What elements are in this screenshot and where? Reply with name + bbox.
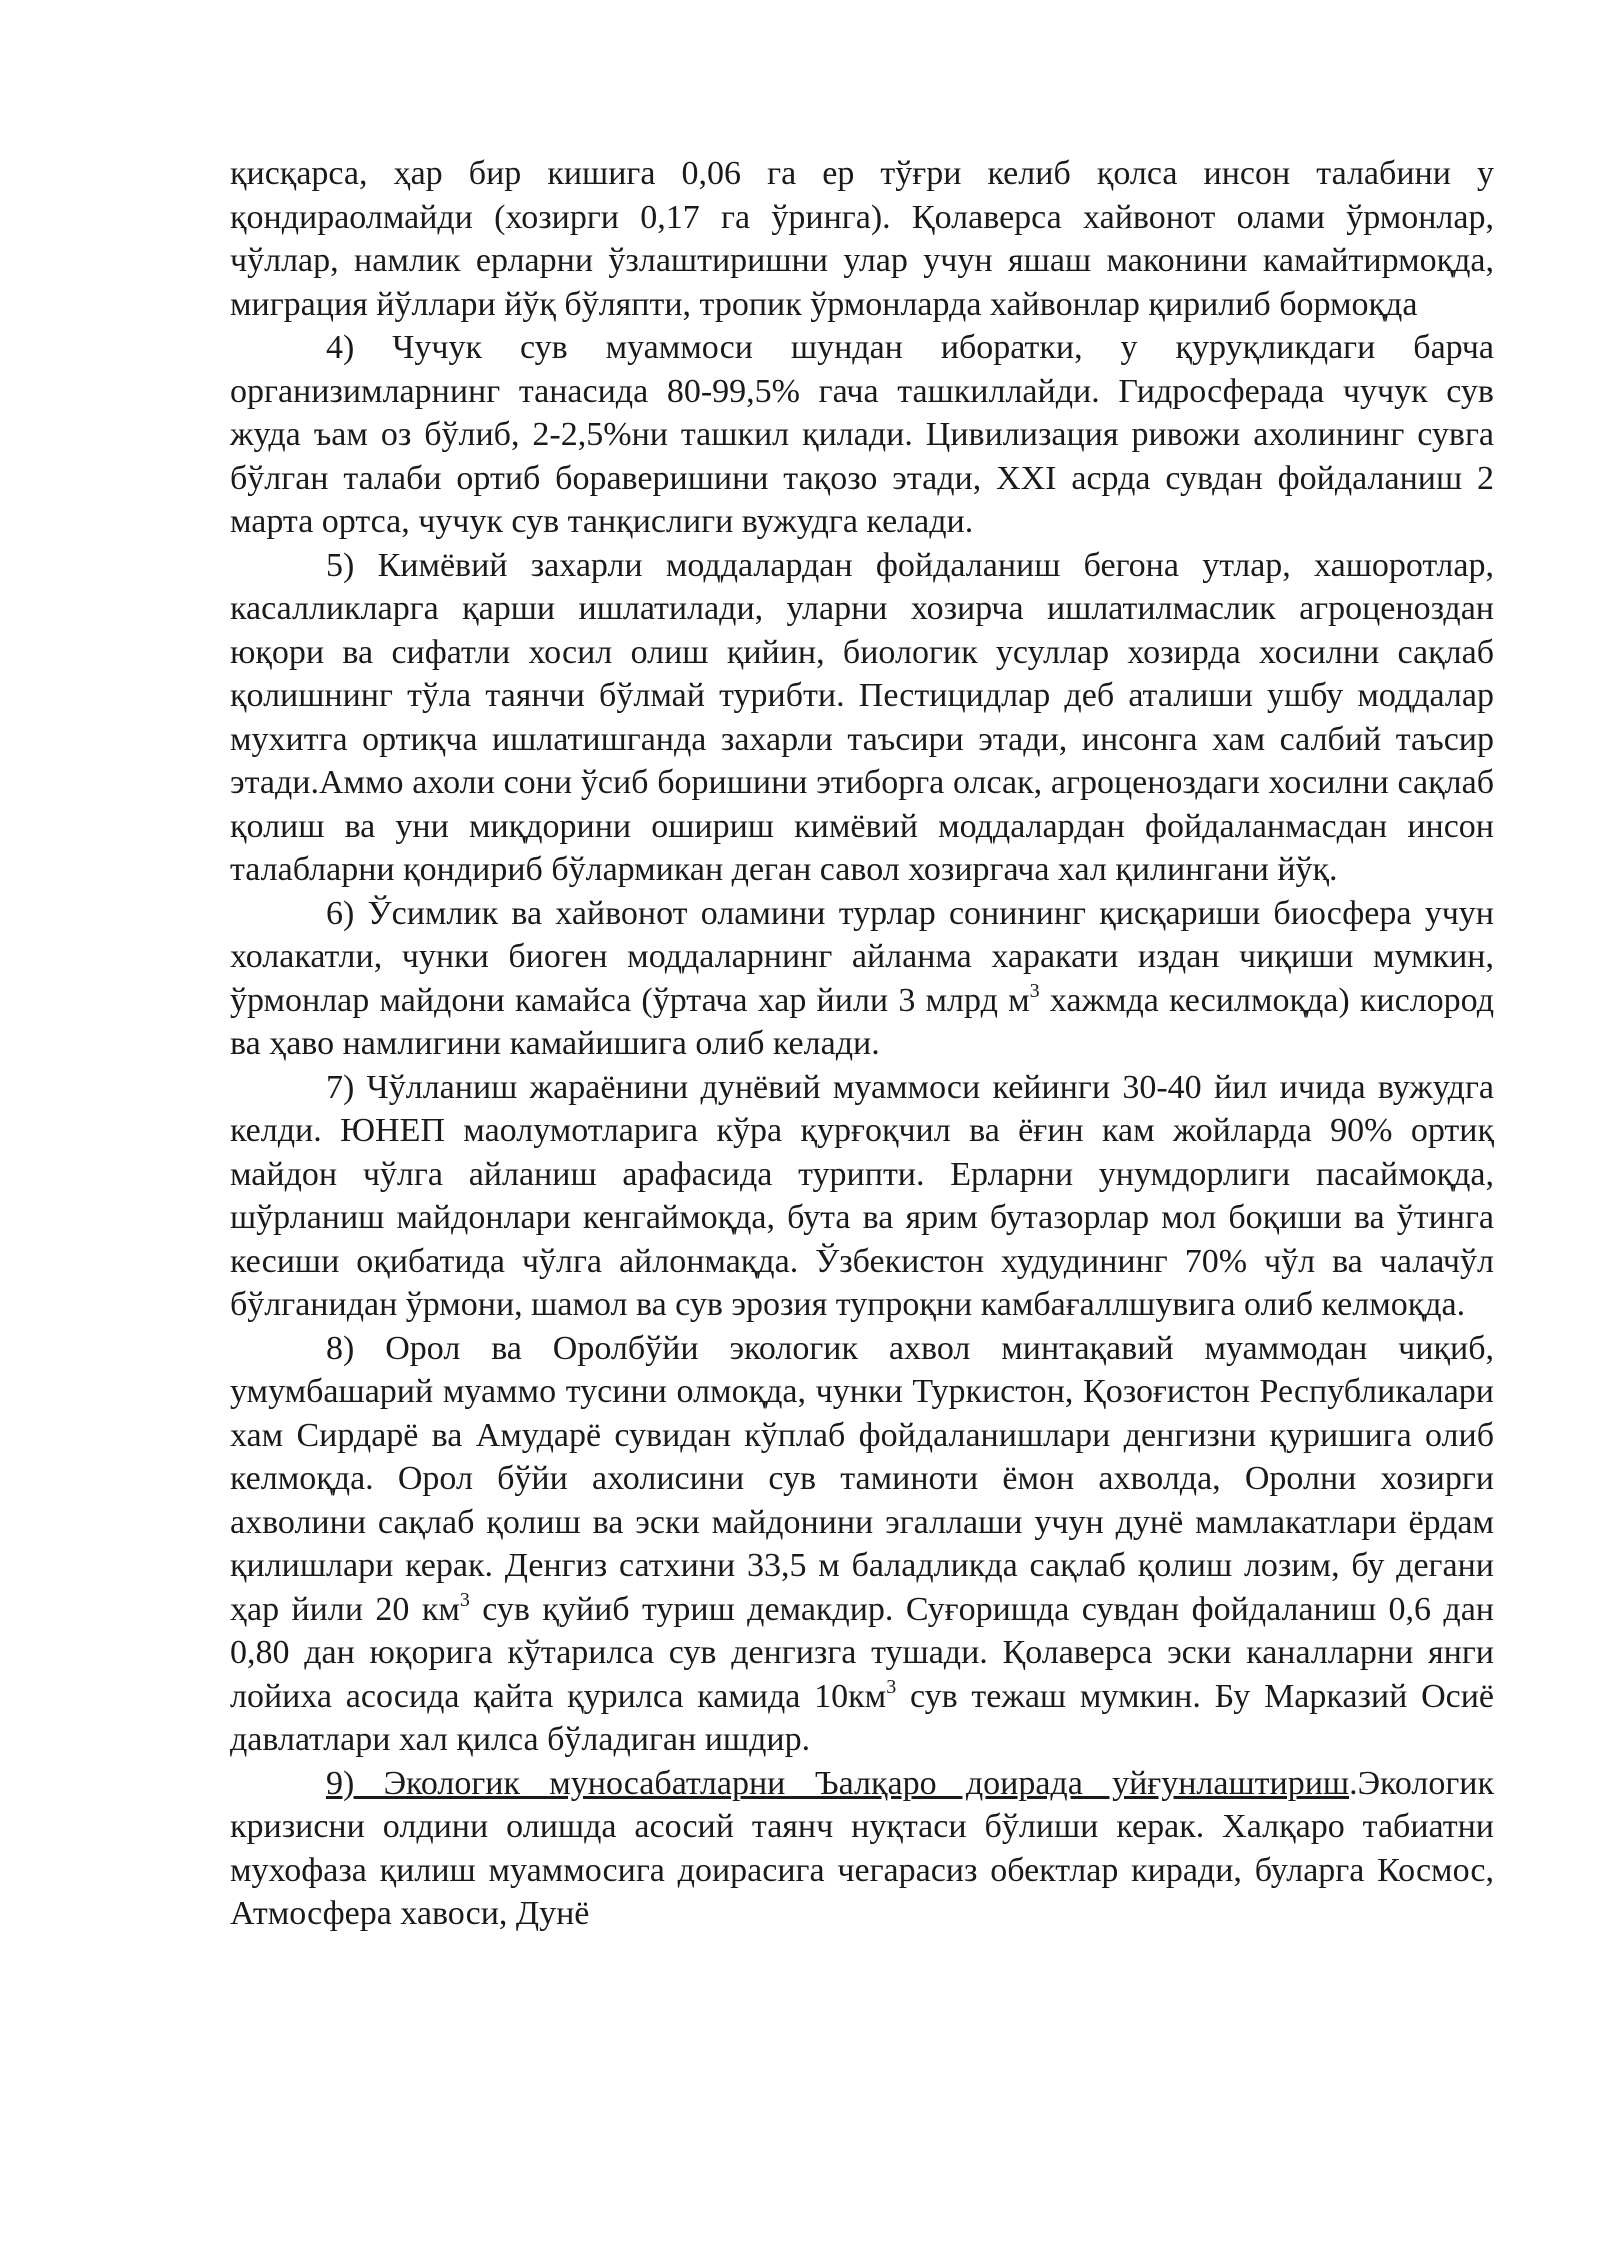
paragraph [230, 544, 1494, 892]
underlined-text: 9) Экологик муносабатларни Ъалқаро доирада уйғунлаштириш [326, 1764, 1350, 1802]
paragraph [230, 152, 1494, 326]
paragraph-text: 4) Чучук сув муаммоси шундан иборатки, у қуруқликдаги барча организимларнинг танасида 80-99,5% гача ташкиллайди. Гидросферада чучук сув жуда ъам оз бўлиб, 2-2,5%ни ташкил қилади. Цивилизация ривожи ахолининг сувга бўлган талаби ортиб бораверишини тақозо этади, XXI асрда сувдан фойдаланиш 2 марта ортса, чучук сув танқислиги вужудга келади. [230, 329, 1494, 540]
paragraph-text: қисқарса, ҳар бир кишига 0,06 га ер тўғри келиб қолса инсон талабини у қондираолмайди (хозирги 0,17 га ўринга). Қолаверса хайвонот олами ўрмонлар, чўллар, намлик ерларни ўзлаштиришни улар учун яшаш маконини камайтирмоқда, миграция йўллари йўқ бўляпти, тропик ўрмонларда хайвонлар қирилиб бормоқда [230, 155, 1494, 323]
superscript: 3 [886, 1675, 897, 1698]
superscript: 3 [459, 1588, 470, 1611]
superscript: 3 [1029, 979, 1040, 1002]
paragraph-text: сув тежаш мумкин. Бу Марказий Осиё давлатлари хал қилса бўладиган ишдир. [230, 1677, 1494, 1758]
paragraph [230, 1327, 1494, 1762]
paragraph-text: 5) Кимёвий захарли моддалардан фойдаланиш бегона утлар, хашоротлар, касалликларга қарши ишлатилади, уларни хозирча ишлатилмаслик агроценоздан юқори ва сифатли хосил олиш қийин, биологик усуллар хозирда хосилни сақлаб қолишнинг тўла таянчи бўлмай турибти. Пестицидлар деб аталиши ушбу моддалар мухитга ортиқча ишлатишганда захарли таъсири этади, инсонга хам салбий таъсир этади.Аммо ахоли сони ўсиб боришини этиборга олсак, агроценоздаги хосилни сақлаб қолиш ва уни миқдорини ошириш кимёвий моддалардан фойдаланмасдан инсон талабларни қондириб бўлармикан деган савол хозиргача хал қилингани йўқ. [230, 546, 1494, 888]
paragraph [230, 892, 1494, 1066]
paragraph-text: .Экологик кризисни олдини олишда асосий таянч нуқтаси бўлиши керак. Халқаро табиатни мухофаза қилиш муаммосига доирасига чегарасиз обектлар киради, буларга Космос, Атмосфера хавоси, Дунё [230, 1764, 1494, 1932]
paragraph-text: сув қуйиб туриш демакдир. Суғоришда сувдан фойдаланиш 0,6 дан 0,80 дан юқорига кўтарилса сув денгизга тушади. Қолаверса эски каналларни янги лойиха асосида қайта қурилса камида 10км [230, 1590, 1494, 1715]
paragraph-list [230, 152, 1494, 1936]
paragraph [230, 1066, 1494, 1327]
paragraph-text: 7) Чўлланиш жараёнини дунёвий муаммоси кейинги 30-40 йил ичида вужудга келди. ЮНЕП маолумотларига кўра қурғоқчил ва ёғин кам жойларда 90% ортиқ майдон чўлга айланиш арафасида турипти. Ерларни унумдорлиги пасаймоқда, шўрланиш майдонлари кенгаймоқда, бута ва ярим бутазорлар мол боқиши ва ўтинга кесиши оқибатида чўлга айлонмақда. Ўзбекистон худудининг 70% чўл ва чалачўл бўлганидан ўрмони, шамол ва сув эрозия тупроқни камбағаллшувига олиб келмоқда. [230, 1068, 1494, 1323]
paragraph-text: 8) Орол ва Оролбўйи экологик ахвол минтақавий муаммодан чиқиб, умумбашарий муаммо тусини олмоқда, чунки Туркистон, Қозоғистон Республикалари хам Сирдарё ва Амударё сувидан кўплаб фойдаланишлари денгизни қуришига олиб келмоқда. Орол бўйи ахолисини сув таминоти ёмон ахволда, Оролни хозирги ахволини сақлаб қолиш ва эски майдонини эгаллаши учун дунё мамлакатлари ёрдам қилишлари керак. Денгиз сатхини 33,5 м баладликда сақлаб қолиш лозим, бу дегани ҳар йили 20 км [230, 1329, 1494, 1628]
paragraph [230, 326, 1494, 544]
paragraph-text: 6) Ўсимлик ва хайвонот оламини турлар сонининг қисқариши биосфера учун холакатли, чунки биоген моддаларнинг айланма харакати издан чиқиши мумкин, ўрмонлар майдони камайса (ўртача хар йили 3 млрд м [230, 894, 1494, 1019]
paragraph [230, 1762, 1494, 1936]
paragraph-text: хажмда кесилмоқда) кислород ва ҳаво намлигини камайишига олиб келади. [230, 981, 1494, 1062]
document-page [230, 152, 1494, 1936]
